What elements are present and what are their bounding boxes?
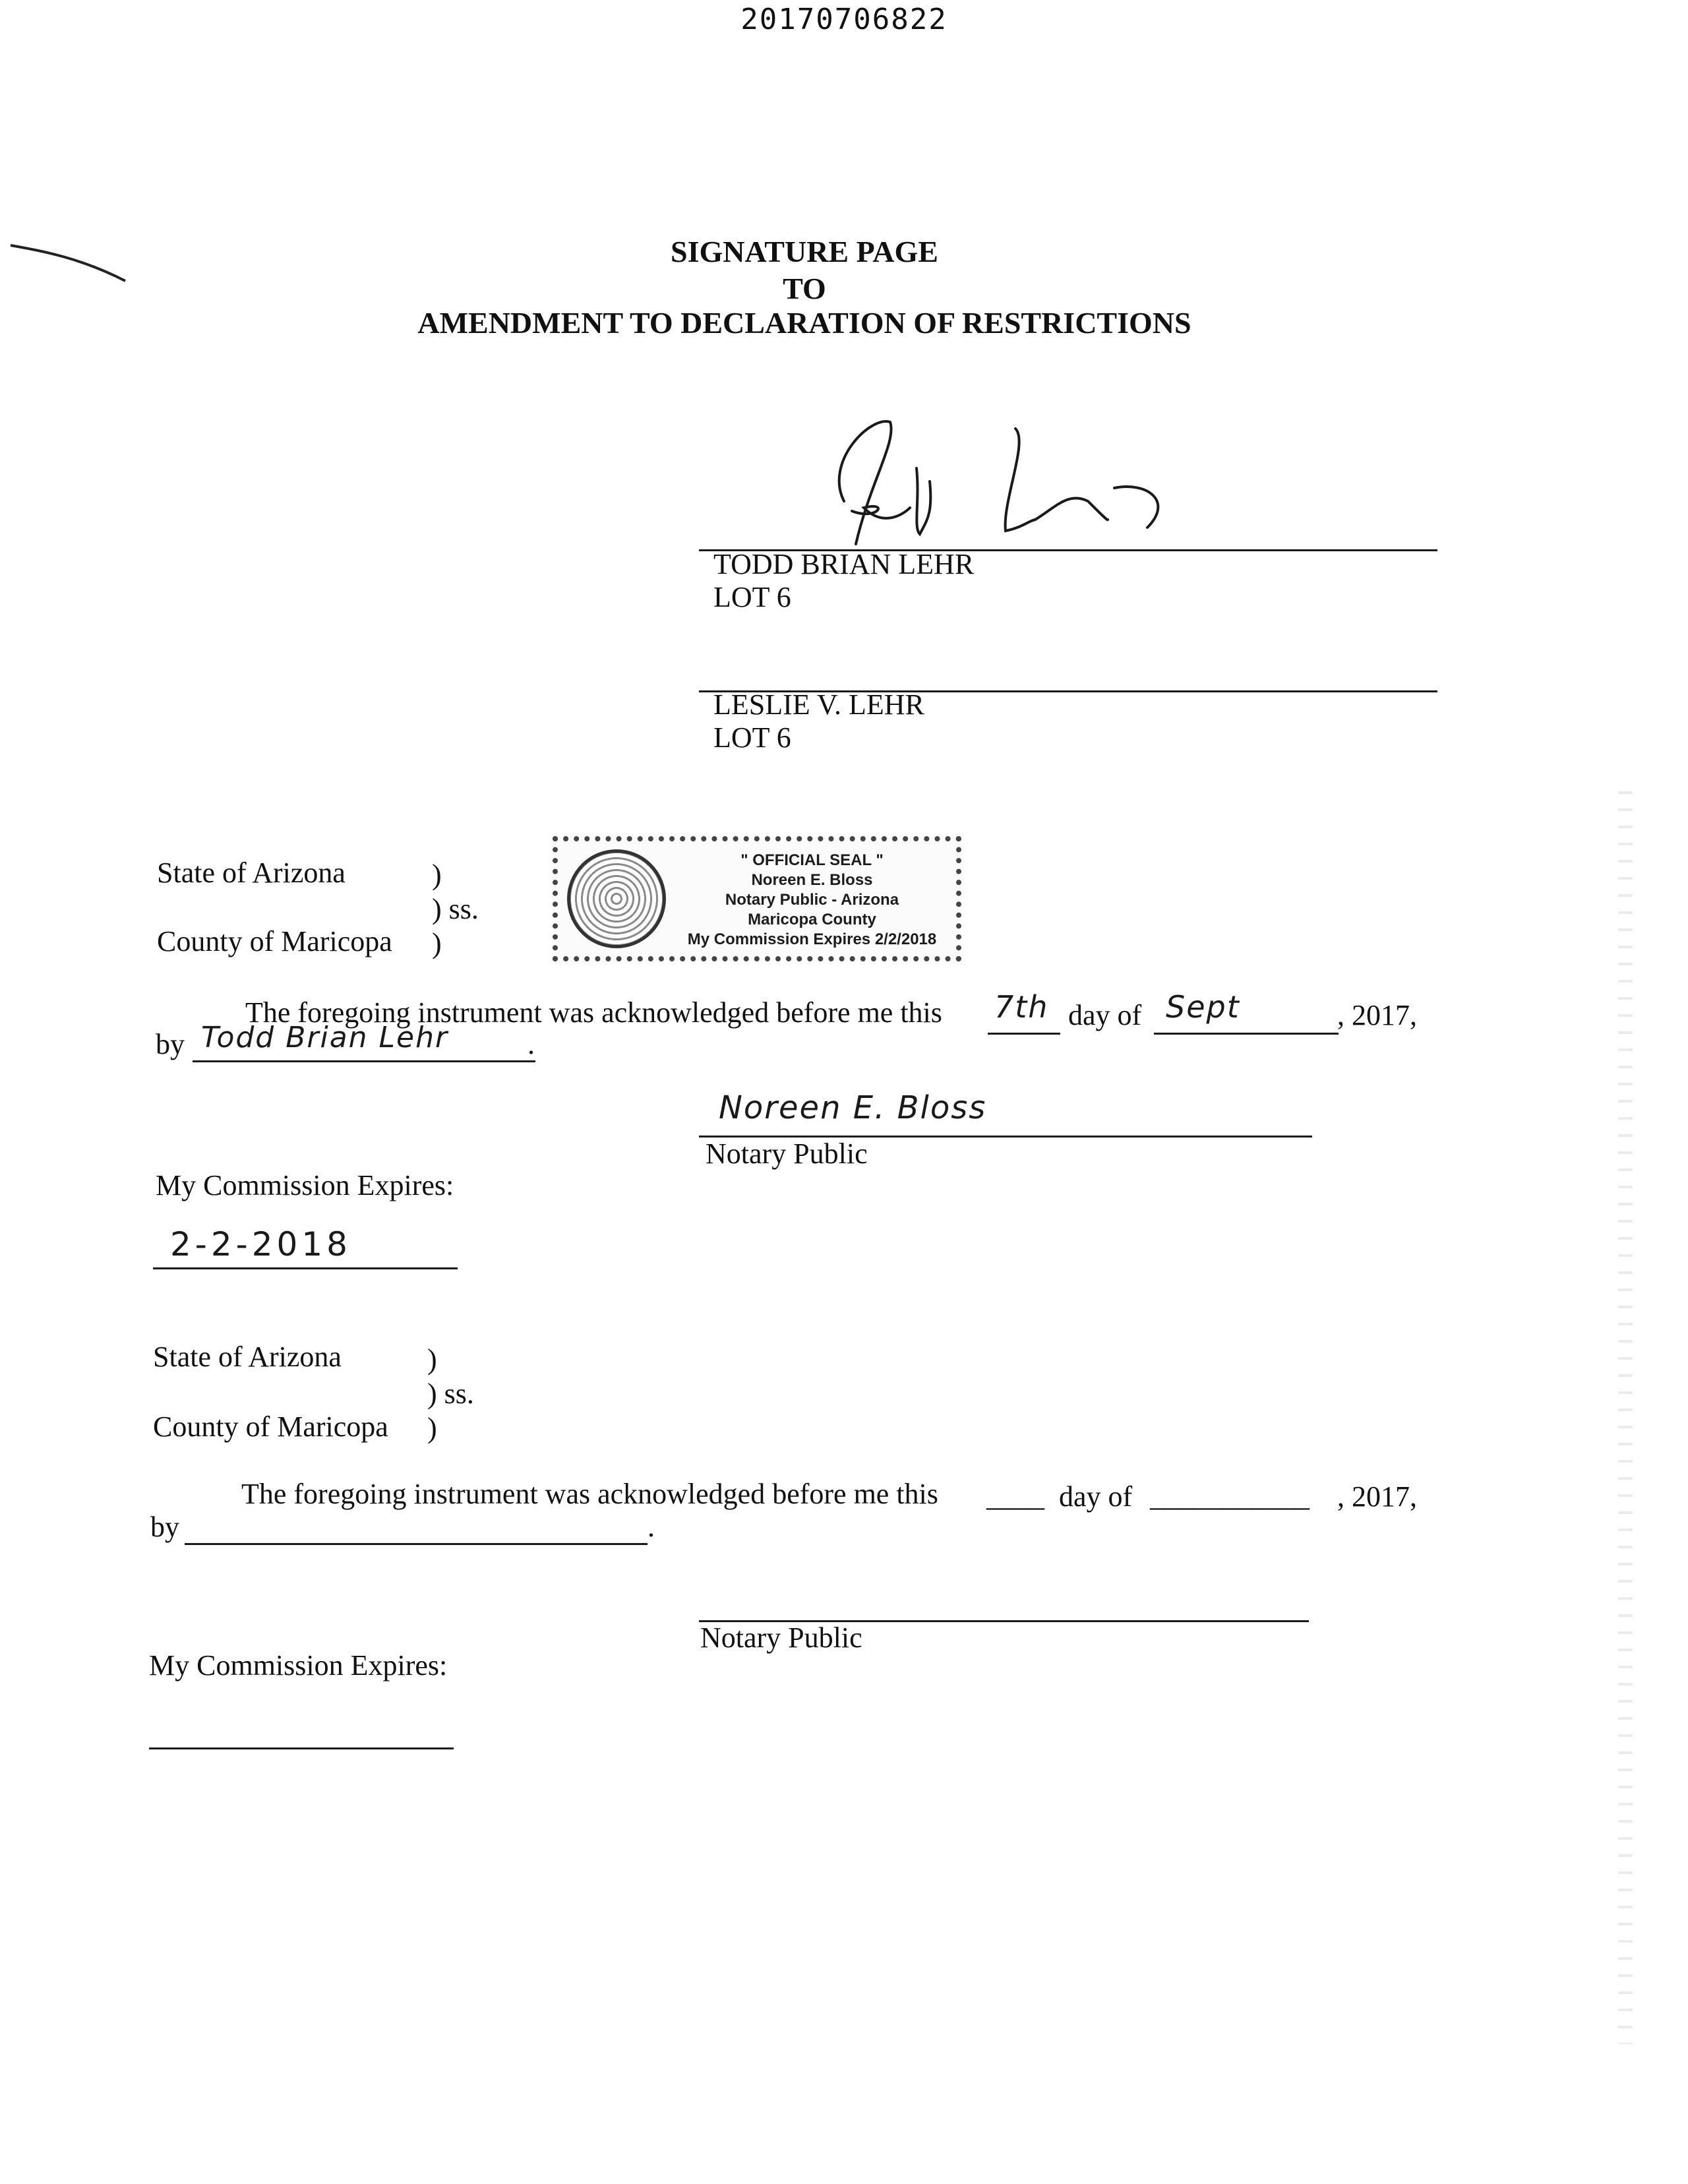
ack1-year: , 2017, bbox=[1337, 999, 1417, 1031]
ack2-notary-label: Notary Public bbox=[700, 1622, 862, 1654]
ack2-county: County of Maricopa bbox=[153, 1410, 388, 1443]
ack1-commission-date: 2-2-2018 bbox=[170, 1225, 351, 1263]
ack1-paren-bottom: ) bbox=[432, 927, 442, 959]
ack1-county: County of Maricopa bbox=[157, 925, 392, 957]
seal-heading: " OFFICIAL SEAL " bbox=[740, 851, 884, 869]
signature-text: Todd Lehr bbox=[778, 402, 781, 403]
ack2-paren-top: ) bbox=[427, 1343, 437, 1376]
ack1-ss: ) ss. bbox=[432, 893, 479, 925]
ack1-paren-top: ) bbox=[432, 859, 442, 891]
signer-1-name: TODD BRIAN LEHR bbox=[713, 548, 975, 580]
ack2-paren-bottom: ) bbox=[427, 1412, 437, 1444]
ack1-month-line bbox=[1154, 1033, 1339, 1035]
ack2-month-blank: ___________ bbox=[1150, 1480, 1310, 1513]
ack2-statement: The foregoing instrument was acknowledged before me this bbox=[241, 1478, 938, 1510]
ack1-statement: The foregoing instrument was acknowledged before me this bbox=[245, 996, 942, 1029]
ack2-by-period: . bbox=[648, 1511, 655, 1543]
seal-expiration: My Commission Expires 2/2/2018 bbox=[687, 930, 937, 948]
ack2-commission-line bbox=[149, 1747, 454, 1749]
ack1-by-label: by bbox=[156, 1028, 185, 1060]
ack1-commission-label: My Commission Expires: bbox=[156, 1169, 454, 1201]
ack1-by-period: . bbox=[528, 1028, 535, 1060]
document-number: 20170706822 bbox=[740, 3, 948, 36]
ack2-by-label: by bbox=[150, 1511, 179, 1543]
ack1-day-of: day of bbox=[1068, 999, 1142, 1031]
title-line-3: AMENDMENT TO DECLARATION OF RESTRICTIONS bbox=[417, 306, 1191, 340]
ack2-day-of: day of bbox=[1059, 1480, 1133, 1513]
ack1-state: State of Arizona bbox=[157, 857, 346, 889]
ack1-commission-line bbox=[153, 1267, 458, 1269]
title-line-2: TO bbox=[783, 272, 826, 305]
signer-2-lot: LOT 6 bbox=[713, 721, 791, 754]
ack2-by-line bbox=[185, 1543, 648, 1545]
seal-county: Maricopa County bbox=[748, 911, 876, 928]
ack2-state: State of Arizona bbox=[153, 1341, 342, 1373]
ack1-day-line bbox=[988, 1033, 1060, 1035]
signer-2-name: LESLIE V. LEHR bbox=[713, 688, 924, 721]
ack1-day: 7th bbox=[994, 989, 1049, 1025]
ack1-by-line bbox=[193, 1060, 535, 1062]
seal-notary-name: Noreen E. Bloss bbox=[751, 871, 873, 889]
ack2-ss: ) ss. bbox=[427, 1378, 474, 1410]
ack1-by-name: Todd Brian Lehr bbox=[201, 1021, 449, 1054]
state-seal-emblem bbox=[567, 849, 666, 948]
ack1-notary-label: Notary Public bbox=[706, 1138, 868, 1170]
ack2-day-blank: ____ bbox=[986, 1480, 1044, 1513]
scan-artifact bbox=[1618, 791, 1633, 2044]
ack2-commission-label: My Commission Expires: bbox=[149, 1649, 448, 1682]
notary-seal-stamp bbox=[553, 836, 961, 961]
ack1-month: Sept bbox=[1166, 989, 1240, 1025]
title-line-1: SIGNATURE PAGE bbox=[671, 235, 938, 268]
signer-1-lot: LOT 6 bbox=[713, 581, 791, 613]
signature-todd-lehr bbox=[778, 402, 1240, 554]
seal-notary-title: Notary Public - Arizona bbox=[725, 891, 899, 909]
ack1-notary-signature: Noreen E. Bloss bbox=[719, 1089, 987, 1126]
ack2-year: , 2017, bbox=[1337, 1480, 1417, 1513]
